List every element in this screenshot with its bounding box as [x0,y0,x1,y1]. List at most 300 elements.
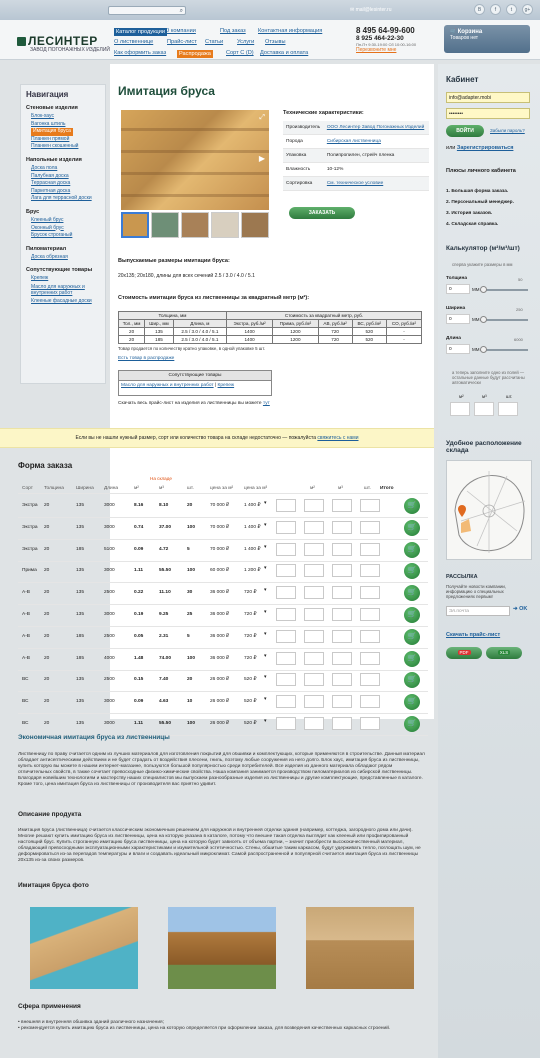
table-row [18,603,428,627]
leftnav-item[interactable]: Масло для наружных и внутренних работ [31,283,85,296]
sizes-text: 20х135; 20х180, длины для всех сечений 2.5 / 3.0 / 4.0 / 5.1 [118,273,255,279]
unit-select[interactable] [276,717,296,730]
table-row [18,516,428,540]
register-link[interactable]: Зарегистрироваться [456,145,514,151]
leftnav-item[interactable]: Планкен прямой [31,135,70,142]
unit-select[interactable] [276,608,296,621]
plus-item: 4. Складская справка. [446,222,499,227]
add-to-cart-button[interactable]: 🛒 [404,520,420,536]
volume-input[interactable] [332,608,352,621]
pieces-input[interactable] [360,695,380,708]
cost-col: Экстра, руб./м² [226,320,272,328]
order-cell: 0.19 [134,612,144,617]
search-icon[interactable]: ⌕ [179,8,183,14]
order-cell: 20 [44,699,50,705]
area-input[interactable] [304,673,324,686]
nav-howto[interactable]: Как оформить заказ [114,50,167,56]
forgot-password-link[interactable]: Забыли пароль? [490,128,525,133]
currency-dropdown-icon[interactable]: ▾ [264,566,267,572]
download-pricelist-title[interactable]: Скачать прайс-лист [446,632,501,638]
order-cell: 10 [187,699,193,705]
newsletter-title: РАССЫЛКА [446,574,478,580]
product-photo[interactable] [121,110,269,210]
leftnav-item[interactable]: Брусок строганый [31,232,73,239]
or-text: или [446,145,456,151]
volume-input[interactable] [332,695,352,708]
order-cell: 4000 [104,655,115,661]
table-row [18,647,428,671]
pieces-input[interactable] [360,564,380,577]
calc-unit: ММ [472,347,480,352]
cost-note: Товар продается по количеству кратно упаковке, в одной упаковке 5 шт. [118,346,266,351]
currency-dropdown-icon[interactable]: ▾ [264,544,267,550]
order-cell: 720 ₽ [244,612,257,617]
google-plus-icon[interactable]: g+ [522,4,533,15]
currency-dropdown-icon[interactable]: ▾ [264,522,267,528]
next-arrow-icon[interactable]: ▶ [258,154,265,163]
pricelist-text: Скачать весь прайс-лист на изделия из лиственницы вы можете [118,401,262,406]
width-input[interactable]: 0 [446,314,470,324]
order-cell: 720 ₽ [244,590,257,596]
facebook-icon[interactable]: f [490,4,501,15]
warehouse-map[interactable] [446,460,532,560]
pieces-input[interactable] [360,521,380,534]
order-cell: А-В [22,655,30,661]
order-cell: 5 [187,546,190,552]
col-head: Сорт [22,486,33,491]
gallery-photo[interactable] [30,907,138,989]
order-cell: 55.50 [159,568,172,574]
thickness-slider[interactable] [480,289,528,291]
table-row [18,690,428,714]
volume-input[interactable] [332,717,352,730]
col-head: м³ [338,486,343,491]
left-navigation [20,84,106,384]
col-head: цена за м² [210,486,234,491]
order-cell: 5 [187,633,190,639]
spec-value[interactable]: См. техническое условие [324,177,429,191]
order-cell: 1.48 [134,655,144,661]
order-cell: 1 200 ₽ [244,568,261,574]
pricelist-link[interactable]: тут [262,401,270,406]
cost-cell: 1400 [226,336,272,344]
add-to-cart-button[interactable]: 🛒 [404,542,420,558]
nav-order[interactable]: Под заказ [220,28,246,34]
nav-larch[interactable]: О лиственнице [114,39,154,45]
slider-handle[interactable] [480,346,487,353]
leftnav-item[interactable]: Доска обрезная [31,253,68,260]
length-slider[interactable] [480,349,528,351]
stock-link[interactable]: Есть товар в распродаже [118,356,175,361]
newsletter-text: Получайте новости компании, информацию о специальных предложениях первым! [446,584,507,599]
calc-max: 6000 [514,337,523,342]
order-cell: Экстра [22,524,38,530]
col-head: м² [310,486,315,491]
expand-icon[interactable]: ⤢ [259,114,265,121]
leftnav-item[interactable]: Крепеж [31,275,49,282]
order-cell: ВС [22,699,29,705]
width-slider[interactable] [480,319,528,321]
currency-dropdown-icon[interactable]: ▾ [264,501,267,506]
login-password-field[interactable]: •••••••• [446,108,530,119]
leftnav-item[interactable]: Планкен скошенный [31,143,79,150]
pieces-input[interactable] [360,652,380,665]
cost-col: Прима, руб./м² [273,320,318,328]
nav-catalog[interactable]: Каталог продукции [116,29,165,35]
spec-key: Влажность [283,163,324,177]
pieces-input[interactable] [360,673,380,686]
spec-key: Сортировка [283,177,324,191]
seo-paragraph: Лиственницу по праву считается одним из лучших материалов для изготовления покрытий для обшивки и комплектующих, которые применяются в строительстве. Данный материал обладает антисептическими действием и не будет страдать от воздействия плесени, гниль, поэтому любые сооружения из него долго. Блок хаус, имитация бруса из лиственницы, купить которую вы можете в нашем интернет-магазине, пользуются большой популярностью среди потребителей. Все изделия из данного материала обладают рядом отличительных свойств, в также сочетает превосходные физико-химические свойства. Наша компания занимается производством пиломатериалов из сибирской лиственницы. Благодаря новейшим технологиям и мастерству наших специалистов мы выпускаем разнообразные изделия из лиственницы и другие комплектующие, представленные в каталоге. Кроме того, цена имитация бруса из лиственницы от производителя вас приятно удивит. [18,752,425,787]
plus-item: 2. Персональный менеджер. [446,200,514,205]
pieces-result-input[interactable] [498,402,518,416]
unit-select[interactable] [276,586,296,599]
leftnav-item[interactable]: Террасная доска [31,180,71,187]
order-cell: ВС [22,677,29,683]
table-row [18,625,428,649]
tech-specs [283,110,429,191]
order-cell: 520 ₽ [244,721,257,726]
order-cell: 36 000 ₽ [210,590,230,596]
order-cell: 9.25 [159,612,169,617]
search-input[interactable] [108,6,186,15]
nav-about[interactable]: О компании [165,28,196,34]
add-to-cart-button[interactable]: 🛒 [404,607,420,623]
cost-head: Толщина, мм [119,312,227,320]
nav-pricelist[interactable]: Прайс-лист [167,39,197,45]
area-input[interactable] [304,543,324,556]
spec-value[interactable]: ООО Лесинтер Завод Погонажных Изделий [324,121,429,135]
calc-max: 250 [516,307,523,312]
logo-subtitle: ЗАВОД ПОГОНАЖНЫХ ИЗДЕЛИЙ [30,47,111,53]
pieces-input[interactable] [360,717,380,730]
volume-input[interactable] [332,543,352,556]
order-cell: 0.09 [134,546,144,552]
add-to-cart-button[interactable]: 🛒 [404,585,420,601]
order-cell: 3000 [104,721,115,726]
order-cell: 2500 [104,677,115,683]
usage-title: Сфера применения [18,1003,81,1010]
order-cell: 3000 [104,524,115,530]
leftnav-item[interactable]: Блок-хаус [31,113,54,119]
add-to-cart-button[interactable]: 🛒 [404,651,420,667]
order-cell: 135 [76,677,85,683]
calculator-title: Калькулятор (м²/м³/шт) [446,245,520,252]
order-cell: 135 [76,590,85,596]
leftnav-item[interactable]: Вагонка штиль [31,120,66,127]
col-head: м³ [159,486,164,491]
calc-max: 50 [518,277,523,282]
area-input[interactable] [304,608,324,621]
order-cell: 135 [76,721,85,726]
related-item[interactable]: Крепеж [217,383,235,388]
callback-link[interactable]: Перезвоните мне [356,47,397,53]
contact-link[interactable]: свяжитесь с нами [317,435,359,441]
order-cell: 20 [44,677,50,683]
order-cell: 135 [76,699,85,705]
order-cell: Прима [22,568,37,574]
currency-dropdown-icon[interactable]: ▾ [264,653,267,659]
currency-dropdown-icon[interactable]: ▾ [264,631,267,637]
cost-cell: 1200 [273,336,318,344]
leftnav-item-active[interactable]: Имитация бруса [33,128,71,135]
gallery-photo[interactable] [306,907,414,989]
unit-select[interactable] [276,543,296,556]
order-cell: 8.10 [159,503,169,508]
notice-banner [0,428,434,448]
volume-input[interactable] [332,499,352,512]
order-cell: 3000 [104,612,115,617]
order-cell: 520 ₽ [244,677,257,683]
cart-widget[interactable] [444,25,530,53]
unit-select[interactable] [276,630,296,643]
cost-col: Длина, м [173,320,226,328]
warehouse-title: Удобное расположение склада [446,440,522,454]
spec-value: 10-12% [324,163,429,177]
add-to-cart-button[interactable]: 🛒 [404,563,420,579]
order-cell: 20 [187,503,193,508]
order-cell: 135 [76,524,85,530]
vk-icon[interactable]: В [474,4,485,15]
leftnav-group: Стеновые изделия [26,105,78,111]
thumbnail[interactable] [151,212,179,238]
order-cell: А-В [22,590,30,596]
volume-input[interactable] [332,652,352,665]
order-cell: 26 000 ₽ [210,677,230,683]
calc-label: Ширина [446,306,466,311]
leftnav-item[interactable]: Лага для террасной доски [31,195,92,202]
calc-unit: ММ [472,287,480,292]
nav-reviews[interactable]: Отзывы [265,39,286,45]
calc-unit: ММ [472,317,480,322]
thickness-input[interactable]: 0 [446,284,470,294]
leftnav-item[interactable]: Оконный брус [31,224,64,231]
related-products: Сопутствующие товары Масло для наружных и внутренних работ | Крепеж [118,370,272,396]
cost-col: СО, руб./м² [386,320,421,328]
col-head: Длина [104,486,119,491]
download-pdf-button[interactable]: PDF [446,647,482,659]
order-cell: 8.16 [134,503,144,508]
nav-contacts[interactable]: Контактная информация [258,28,323,34]
col-head: Ширина [76,486,94,491]
order-cell: 26 000 ₽ [210,721,230,726]
volume-input[interactable] [332,564,352,577]
cost-cell: 1200 [273,328,318,336]
order-cell: 185 [76,633,85,639]
cost-cell: 520 [352,328,386,336]
calc-label: Длина [446,336,461,341]
cost-head: Стоимость за квадратный метр, руб. [226,312,421,320]
currency-dropdown-icon[interactable]: ▾ [264,719,267,724]
download-xls-button[interactable]: XLS [486,647,522,659]
order-cell: 1 400 ₽ [244,524,261,530]
volume-input[interactable] [332,521,352,534]
table-row [18,538,428,562]
table-row [18,559,428,583]
newsletter-ok-button[interactable]: ➔ OK [513,606,528,612]
cart-status: Товаров нет [450,35,479,41]
volume-result-input[interactable] [474,402,494,416]
phone-primary[interactable]: 8 495 64-99-600 [356,26,415,35]
order-cell: 100 [187,721,196,726]
slider-handle[interactable] [480,316,487,323]
unit-select[interactable] [276,521,296,534]
currency-dropdown-icon[interactable]: ▾ [264,697,267,703]
currency-dropdown-icon[interactable]: ▾ [264,610,267,615]
add-to-cart-button[interactable]: 🛒 [404,629,420,645]
cost-cell: - [386,336,421,344]
length-input[interactable]: 0 [446,344,470,354]
add-to-cart-button[interactable]: 🛒 [404,716,420,732]
usage-item: • внешняя и внутренняя обшивка зданий различного назначения; [18,1020,164,1025]
thumbnail[interactable] [211,212,239,238]
spec-value[interactable]: Сибирская лиственница [324,135,429,149]
login-email-field[interactable]: info@adapter.mobi [446,92,530,103]
order-cell: 20 [44,503,50,508]
leftnav-group: Напольные изделия [26,156,82,163]
order-cell: 20 [44,612,50,617]
order-cell: 11.10 [159,590,171,596]
cost-cell: 20 [119,328,145,336]
order-cell: 3000 [104,503,115,508]
map-graphic [447,461,533,561]
area-input[interactable] [304,695,324,708]
leftnav-group: Сопутствующие товары [26,267,93,274]
specs-title: Технические характеристики: [283,110,364,116]
spec-key: Производитель [283,121,324,135]
related-item[interactable]: Масло для наружных и внутренних работ [121,383,214,388]
nav-services[interactable]: Услуги [237,39,255,45]
cost-cell: 2.5 / 3.0 / 4.0 / 5.1 [173,336,226,344]
spec-value: Полипропилен, стрейч пленка [324,149,429,163]
area-input[interactable] [304,652,324,665]
order-cell: 1.11 [134,721,144,726]
leftnav-group: Брус [26,208,40,215]
cost-cell: 520 [352,336,386,344]
order-cell: 0.05 [134,633,144,639]
add-to-cart-button[interactable]: 🛒 [404,694,420,710]
table-row [18,668,428,692]
pieces-input[interactable] [360,543,380,556]
order-cell: 74.00 [159,655,172,661]
order-cell: 100 [187,655,196,661]
order-cell: 0.15 [134,677,144,683]
description-title: Описание продукта [18,811,82,818]
volume-input[interactable] [332,586,352,599]
volume-input[interactable] [332,673,352,686]
plus-item: 3. История заказов. [446,211,493,216]
table-row [18,494,428,518]
cost-col: АВ, руб./м² [318,320,352,328]
twitter-icon[interactable]: t [506,4,517,15]
pieces-input[interactable] [360,608,380,621]
add-to-cart-button[interactable]: 🛒 [404,498,420,514]
gallery-photo[interactable] [168,907,276,989]
order-cell: 100 [187,524,196,530]
unit-select[interactable] [276,564,296,577]
order-cell: 720 ₽ [244,655,257,661]
area-input[interactable] [304,586,324,599]
unit-select[interactable] [276,652,296,665]
order-cell: 70 000 ₽ [210,503,230,508]
leftnav-item[interactable]: Доска пола [31,164,58,171]
leftnav-item[interactable]: Палубная доска [31,172,69,179]
leftnav-item[interactable]: Клееный брус [31,216,64,223]
order-header [18,478,428,494]
area-result-input[interactable] [450,402,470,416]
order-cell: 20 [44,633,50,639]
nav-sale[interactable]: Распродажа [179,51,211,57]
unit-select[interactable] [276,673,296,686]
slider-handle[interactable] [480,286,487,293]
nav-grade[interactable]: Сорт С (D) [226,50,254,56]
order-cell: 100 [187,568,196,574]
area-input[interactable] [304,564,324,577]
seo-title: Экономичная имитация бруса из лиственницы [18,734,170,741]
area-input[interactable] [304,630,324,643]
area-input[interactable] [304,499,324,512]
order-cell: А-В [22,612,30,617]
phone-secondary[interactable]: 8 925 464-22-30 [356,35,404,42]
order-cell: 37.00 [159,524,172,530]
area-input[interactable] [304,521,324,534]
order-cell: 70 000 ₽ [210,524,230,530]
volume-input[interactable] [332,630,352,643]
usage-list [18,1020,426,1032]
top-bar [0,0,540,20]
top-email-link[interactable]: ✉ mail@lesinter.ru [350,7,392,13]
nav-delivery[interactable]: Доставка и оплата [260,50,309,56]
unit-select[interactable] [276,499,296,512]
order-cell: 20 [44,524,50,530]
col-head: м² [134,486,139,491]
order-cell: Экстра [22,503,38,508]
order-cell: 20 [187,677,193,683]
order-cell: 2500 [104,633,115,639]
unit-select[interactable] [276,695,296,708]
order-cell: 5100 [104,546,115,552]
order-cell: 2.31 [159,633,169,639]
currency-dropdown-icon[interactable]: ▾ [264,588,267,594]
currency-dropdown-icon[interactable]: ▾ [264,675,267,681]
col-head: Толщина [44,486,64,491]
leftnav-item[interactable]: Клееные фасадные доски [31,297,92,304]
photo-section-title: Имитация бруса фото [18,882,89,889]
calc-note-2: а теперь заполните одно из полей — остальные данные будут рассчитаны автоматически [452,370,525,385]
cart-title: Корзина [457,29,483,35]
order-cell: 20 [44,590,50,596]
leftnav-group: Пиломатериал [26,245,67,252]
logo[interactable]: ЛЕСИНТЕР [17,34,98,48]
login-button[interactable]: ВОЙТИ [446,125,484,137]
leftnav-item[interactable]: Паркетная доска [31,187,71,194]
pieces-input[interactable] [360,630,380,643]
thumbnail[interactable] [181,212,209,238]
newsletter-email-input[interactable]: Эл.почта [446,606,510,616]
add-to-cart-button[interactable]: 🛒 [404,672,420,688]
order-button[interactable]: ЗАКАЗАТЬ [289,207,355,219]
order-cell: 1 400 ₽ [244,503,261,508]
order-cell: 720 ₽ [244,633,257,639]
thumbnail[interactable] [121,212,149,238]
order-cell: 4.72 [159,546,169,552]
pieces-input[interactable] [360,586,380,599]
nav-articles[interactable]: Статьи [205,39,224,45]
order-cell: ВС [22,721,29,726]
pieces-input[interactable] [360,499,380,512]
area-input[interactable] [304,717,324,730]
thumbnail[interactable] [241,212,269,238]
